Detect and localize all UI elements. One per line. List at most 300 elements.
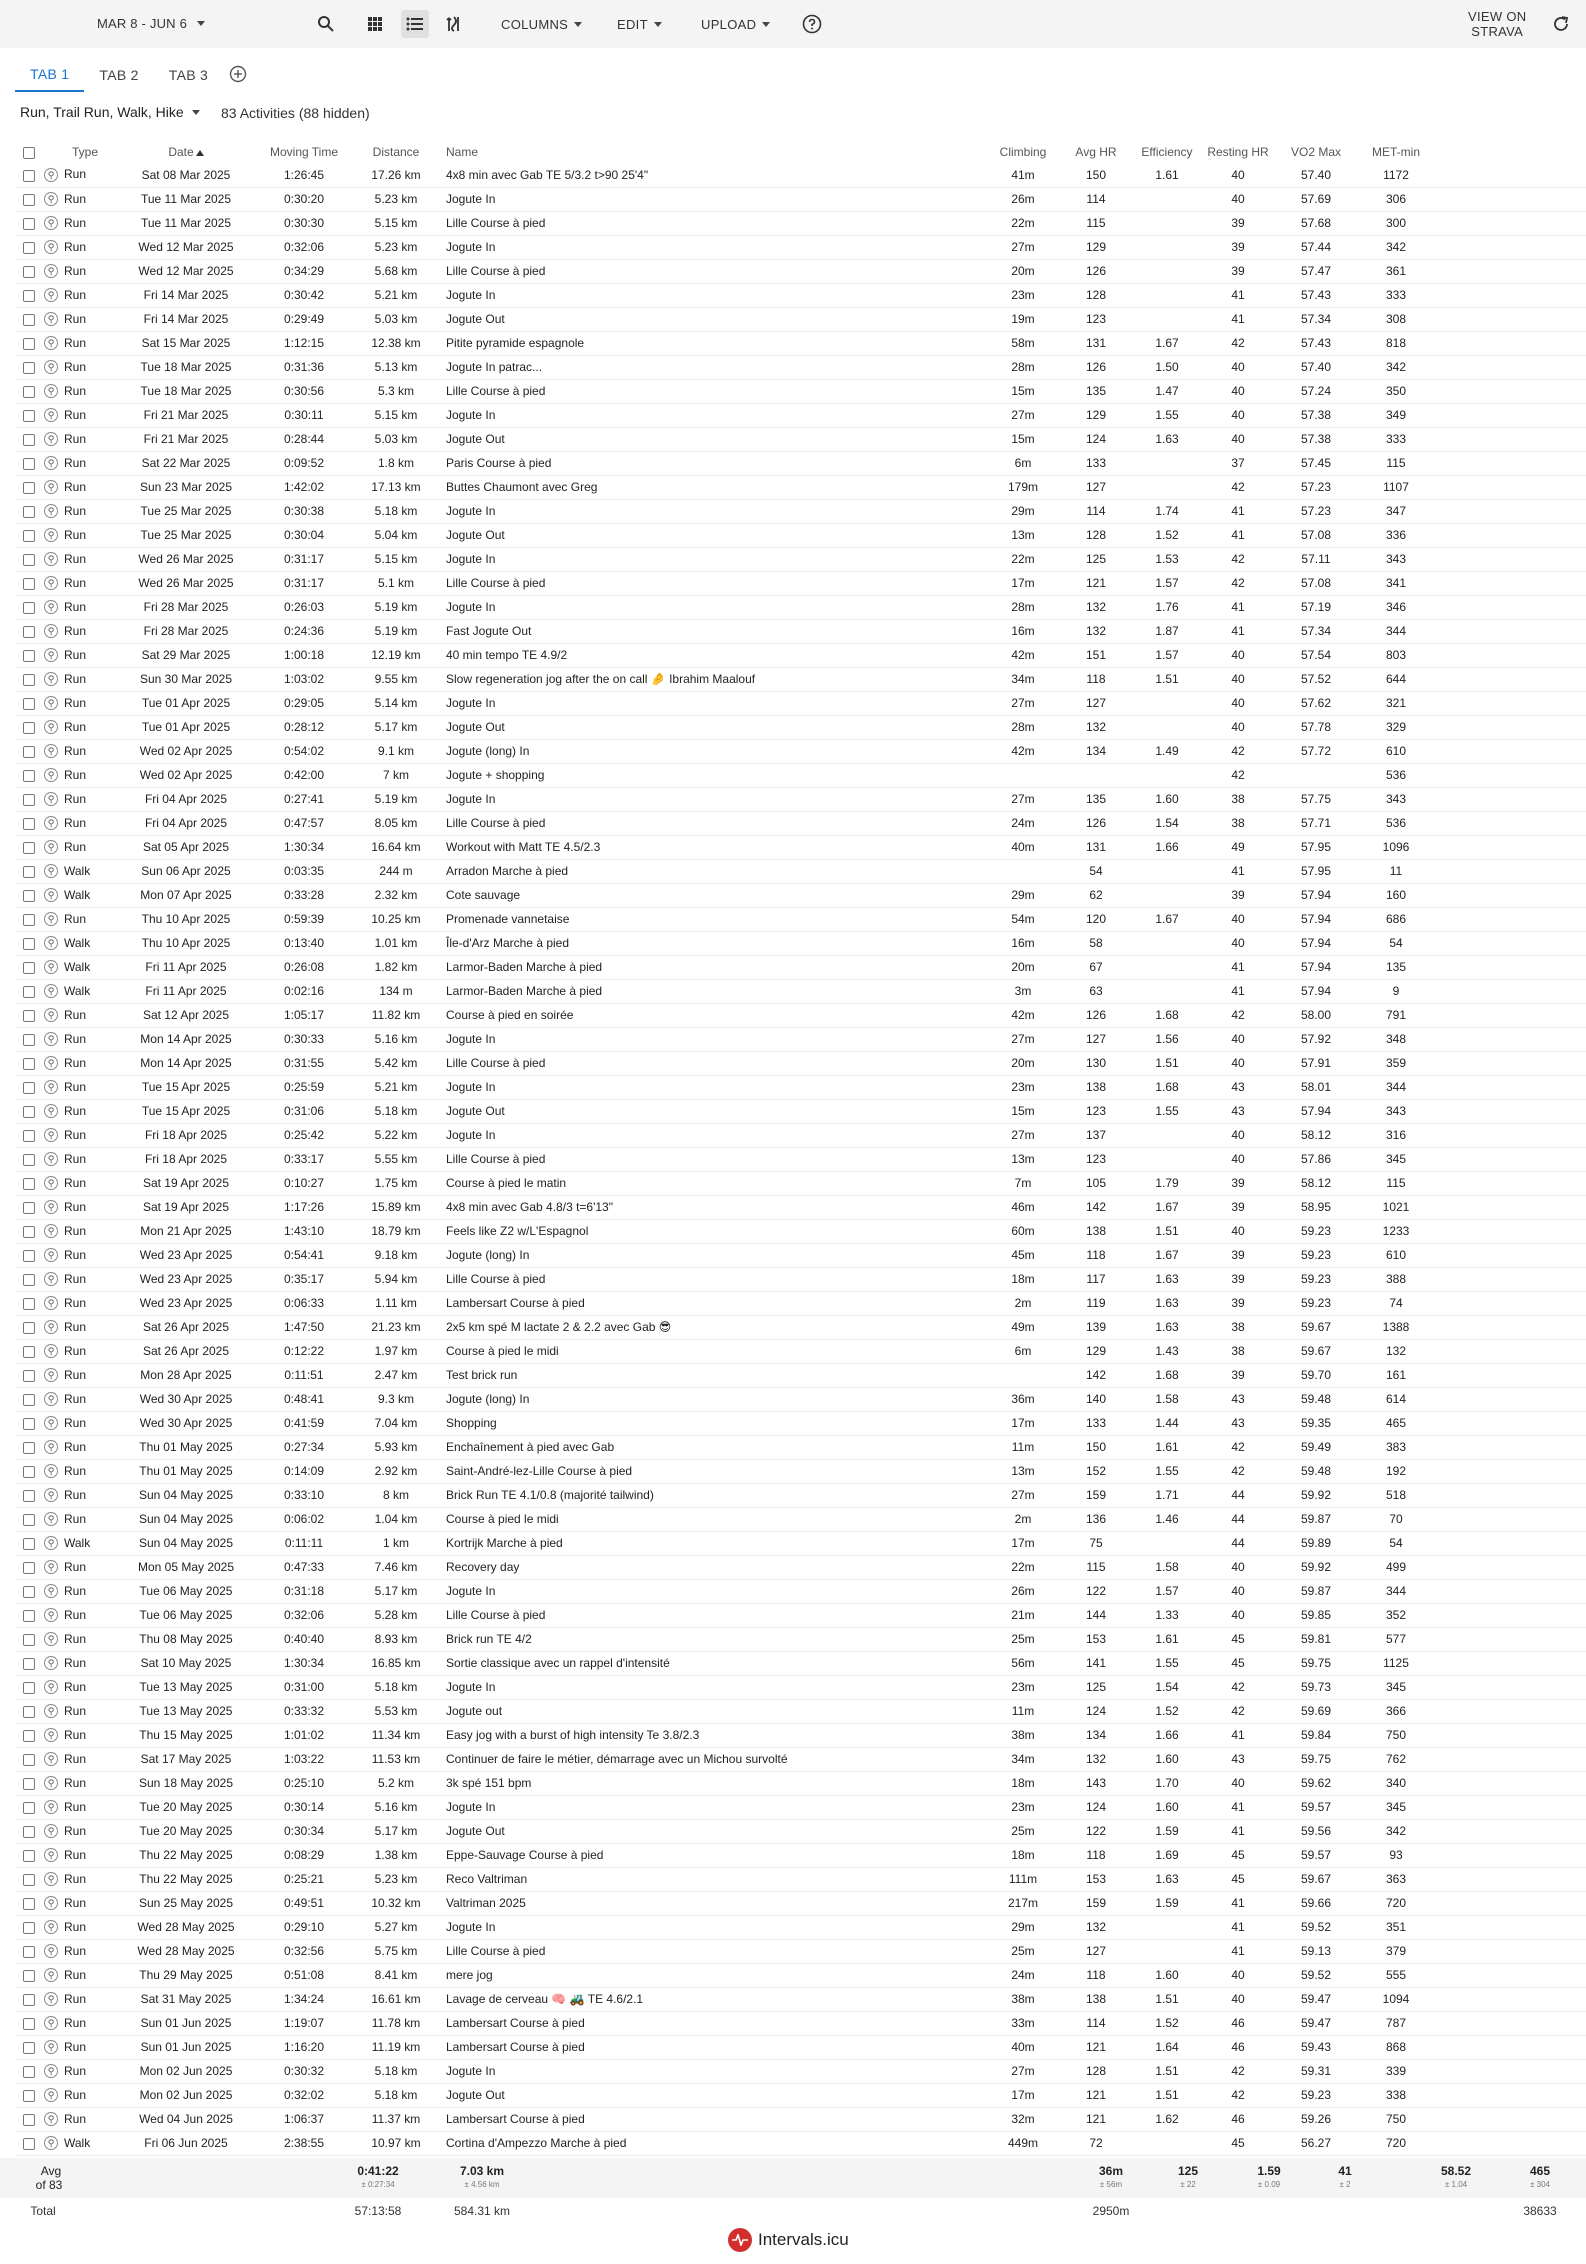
- row-checkbox[interactable]: [16, 2083, 42, 2107]
- col-header-avg-hr[interactable]: Avg HR: [1075, 145, 1117, 159]
- table-row[interactable]: [16, 283, 1586, 307]
- row-name[interactable]: Jogute Out: [446, 1819, 986, 1843]
- row-checkbox[interactable]: [16, 2059, 42, 2083]
- table-row[interactable]: [16, 979, 1586, 1003]
- row-checkbox[interactable]: [16, 547, 42, 571]
- row-name[interactable]: Jogute Out: [446, 523, 986, 547]
- row-name[interactable]: Larmor-Baden Marche à pied: [446, 955, 986, 979]
- upload-menu[interactable]: [701, 17, 770, 32]
- table-row[interactable]: [16, 1675, 1586, 1699]
- row-name[interactable]: Lambersart Course à pied: [446, 1291, 986, 1315]
- row-checkbox[interactable]: [16, 1195, 42, 1219]
- row-checkbox[interactable]: [16, 1459, 42, 1483]
- row-name[interactable]: Jogute In: [446, 1675, 986, 1699]
- table-row[interactable]: [16, 1795, 1586, 1819]
- table-row[interactable]: [16, 1099, 1586, 1123]
- row-name[interactable]: Cortina d'Ampezzo Marche à pied: [446, 2131, 986, 2155]
- row-name[interactable]: Course à pied en soirée: [446, 1003, 986, 1027]
- tab-3[interactable]: TAB 3: [168, 67, 209, 83]
- table-row[interactable]: [16, 1315, 1586, 1339]
- row-checkbox[interactable]: [16, 355, 42, 379]
- row-name[interactable]: Jogute (long) In: [446, 1243, 986, 1267]
- row-checkbox[interactable]: [16, 739, 42, 763]
- row-avg-hr: 118: [1060, 667, 1132, 691]
- table-row[interactable]: [16, 1747, 1586, 1771]
- row-name[interactable]: Jogute In: [446, 1075, 986, 1099]
- table-row[interactable]: [16, 1531, 1586, 1555]
- chart-view-icon[interactable]: [441, 10, 469, 38]
- row-checkbox[interactable]: [16, 235, 42, 259]
- row-checkbox[interactable]: [16, 1603, 42, 1627]
- row-checkbox[interactable]: [16, 1963, 42, 1987]
- table-row[interactable]: [16, 1027, 1586, 1051]
- table-row[interactable]: [16, 955, 1586, 979]
- row-checkbox[interactable]: [16, 1699, 42, 1723]
- tab-2[interactable]: TAB 2: [99, 67, 139, 83]
- table-row[interactable]: [16, 1603, 1586, 1627]
- row-checkbox[interactable]: [16, 211, 42, 235]
- row-name[interactable]: Easy jog with a burst of high intensity Te 3.8/2.3: [446, 1723, 986, 1747]
- row-name[interactable]: Lambersart Course à pied: [446, 2107, 986, 2131]
- row-name[interactable]: 4x8 min avec Gab 4.8/3 t=6'13": [446, 1195, 986, 1219]
- row-name[interactable]: Test brick run: [446, 1363, 986, 1387]
- tab-1[interactable]: TAB 1: [15, 58, 84, 92]
- row-name[interactable]: Kortrijk Marche à pied: [446, 1531, 986, 1555]
- row-checkbox[interactable]: [16, 1795, 42, 1819]
- table-row[interactable]: [16, 1171, 1586, 1195]
- row-name[interactable]: Enchaînement à pied avec Gab: [446, 1435, 986, 1459]
- table-row[interactable]: [16, 1051, 1586, 1075]
- row-checkbox[interactable]: [16, 1099, 42, 1123]
- table-row[interactable]: [16, 1339, 1586, 1363]
- row-name[interactable]: Lille Course à pied: [446, 1603, 986, 1627]
- search-icon[interactable]: [312, 10, 340, 38]
- table-row[interactable]: [16, 1843, 1586, 1867]
- row-checkbox[interactable]: [16, 1147, 42, 1171]
- row-name[interactable]: Course à pied le matin: [446, 1171, 986, 1195]
- row-checkbox[interactable]: [16, 1315, 42, 1339]
- row-checkbox[interactable]: [16, 1555, 42, 1579]
- table-row[interactable]: [16, 883, 1586, 907]
- row-checkbox[interactable]: [16, 1939, 42, 1963]
- row-name[interactable]: Reco Valtriman: [446, 1867, 986, 1891]
- row-name[interactable]: Jogute + shopping: [446, 763, 986, 787]
- row-name[interactable]: Lille Course à pied: [446, 1267, 986, 1291]
- row-name[interactable]: Paris Course à pied: [446, 451, 986, 475]
- table-row[interactable]: [16, 1555, 1586, 1579]
- row-name[interactable]: Continuer de faire le métier, démarrage avec un Michou survolté: [446, 1747, 986, 1771]
- row-checkbox[interactable]: [16, 307, 42, 331]
- row-checkbox[interactable]: [16, 499, 42, 523]
- row-checkbox[interactable]: [16, 1675, 42, 1699]
- row-checkbox[interactable]: [16, 1507, 42, 1531]
- row-name[interactable]: Jogute In patrac...: [446, 355, 986, 379]
- row-name[interactable]: Shopping: [446, 1411, 986, 1435]
- row-name[interactable]: Lille Course à pied: [446, 1147, 986, 1171]
- col-header-efficiency[interactable]: Efficiency: [1141, 145, 1193, 159]
- row-name[interactable]: Jogute In: [446, 595, 986, 619]
- row-checkbox[interactable]: [16, 835, 42, 859]
- select-all-checkbox[interactable]: [16, 141, 42, 163]
- intervals-brand[interactable]: [728, 2228, 849, 2252]
- table-row[interactable]: [16, 2059, 1586, 2083]
- row-name[interactable]: Jogute In: [446, 2059, 986, 2083]
- row-name[interactable]: Lambersart Course à pied: [446, 2035, 986, 2059]
- table-row[interactable]: [16, 571, 1586, 595]
- table-row[interactable]: [16, 331, 1586, 355]
- row-name[interactable]: Jogute In: [446, 787, 986, 811]
- row-checkbox[interactable]: [16, 715, 42, 739]
- row-name[interactable]: Promenade vannetaise: [446, 907, 986, 931]
- row-name[interactable]: Lille Course à pied: [446, 259, 986, 283]
- row-name[interactable]: Jogute In: [446, 547, 986, 571]
- col-header-date[interactable]: [118, 141, 254, 163]
- table-row[interactable]: [16, 1627, 1586, 1651]
- table-row[interactable]: [16, 547, 1586, 571]
- row-checkbox[interactable]: [16, 187, 42, 211]
- row-checkbox[interactable]: [16, 2011, 42, 2035]
- add-tab-button[interactable]: [223, 57, 253, 94]
- table-row[interactable]: [16, 163, 1586, 187]
- row-name[interactable]: Jogute (long) In: [446, 1387, 986, 1411]
- table-row[interactable]: [16, 2107, 1586, 2131]
- row-checkbox[interactable]: [16, 1627, 42, 1651]
- row-checkbox[interactable]: [16, 1915, 42, 1939]
- table-row[interactable]: [16, 667, 1586, 691]
- col-header-resting-hr[interactable]: Resting HR: [1207, 145, 1269, 159]
- row-checkbox[interactable]: [16, 1003, 42, 1027]
- table-row[interactable]: [16, 715, 1586, 739]
- table-row[interactable]: [16, 451, 1586, 475]
- row-checkbox[interactable]: [16, 811, 42, 835]
- row-checkbox[interactable]: [16, 955, 42, 979]
- row-checkbox[interactable]: [16, 1723, 42, 1747]
- grid-view-icon[interactable]: [361, 10, 389, 38]
- row-name[interactable]: Jogute Out: [446, 2083, 986, 2107]
- row-date: Wed 28 May 2025: [118, 1939, 254, 1963]
- row-name[interactable]: Lille Course à pied: [446, 1051, 986, 1075]
- row-name[interactable]: Course à pied le midi: [446, 1507, 986, 1531]
- row-name[interactable]: Jogute In: [446, 187, 986, 211]
- row-name[interactable]: 40 min tempo TE 4.9/2: [446, 643, 986, 667]
- row-checkbox[interactable]: [16, 427, 42, 451]
- row-checkbox[interactable]: [16, 643, 42, 667]
- row-checkbox[interactable]: [16, 1531, 42, 1555]
- row-name[interactable]: Lille Course à pied: [446, 379, 986, 403]
- row-efficiency: 1.67: [1132, 907, 1202, 931]
- col-header-vo2max[interactable]: VO2 Max: [1290, 145, 1341, 159]
- table-row[interactable]: [16, 1507, 1586, 1531]
- row-checkbox[interactable]: [16, 1771, 42, 1795]
- row-name[interactable]: Sortie classique avec un rappel d'intensité: [446, 1651, 986, 1675]
- row-name[interactable]: Arradon Marche à pied: [446, 859, 986, 883]
- activities-table: [16, 141, 1586, 2156]
- row-name[interactable]: Jogute In: [446, 1579, 986, 1603]
- table-row[interactable]: [16, 403, 1586, 427]
- col-header-type[interactable]: Type: [72, 145, 99, 159]
- row-checkbox[interactable]: [16, 163, 42, 187]
- row-checkbox[interactable]: [16, 763, 42, 787]
- table-row[interactable]: [16, 2131, 1586, 2155]
- row-checkbox[interactable]: [16, 283, 42, 307]
- table-row[interactable]: [16, 1915, 1586, 1939]
- row-name[interactable]: Jogute In: [446, 235, 986, 259]
- row-moving-time: 1:30:34: [254, 1651, 354, 1675]
- row-name[interactable]: Feels like Z2 w/L'Espagnol: [446, 1219, 986, 1243]
- row-name[interactable]: 4x8 min avec Gab TE 5/3.2 t>90 25'4": [446, 163, 986, 187]
- table-row[interactable]: [16, 835, 1586, 859]
- row-checkbox[interactable]: [16, 331, 42, 355]
- row-name[interactable]: Fast Jogute Out: [446, 619, 986, 643]
- table-row[interactable]: [16, 1579, 1586, 1603]
- row-checkbox[interactable]: [16, 1579, 42, 1603]
- table-row[interactable]: [16, 1867, 1586, 1891]
- row-checkbox[interactable]: [16, 571, 42, 595]
- row-name[interactable]: Jogute out: [446, 1699, 986, 1723]
- row-name[interactable]: Workout with Matt TE 4.5/2.3: [446, 835, 986, 859]
- table-row[interactable]: [16, 2083, 1586, 2107]
- row-checkbox[interactable]: [16, 619, 42, 643]
- row-name[interactable]: Jogute Out: [446, 307, 986, 331]
- table-row[interactable]: [16, 1123, 1586, 1147]
- table-row[interactable]: [16, 619, 1586, 643]
- row-checkbox[interactable]: [16, 1867, 42, 1891]
- table-row[interactable]: [16, 1939, 1586, 1963]
- row-checkbox[interactable]: [16, 667, 42, 691]
- row-name[interactable]: Lambersart Course à pied: [446, 2011, 986, 2035]
- row-name[interactable]: mere jog: [446, 1963, 986, 1987]
- table-row[interactable]: [16, 1075, 1586, 1099]
- row-checkbox[interactable]: [16, 1651, 42, 1675]
- table-row[interactable]: [16, 211, 1586, 235]
- row-vo2max: 57.34: [1274, 307, 1358, 331]
- table-row[interactable]: [16, 1195, 1586, 1219]
- table-row[interactable]: [16, 1243, 1586, 1267]
- row-checkbox[interactable]: [16, 859, 42, 883]
- row-name[interactable]: Lille Course à pied: [446, 1939, 986, 1963]
- col-header-climbing[interactable]: Climbing: [999, 145, 1047, 159]
- row-name[interactable]: Jogute In: [446, 283, 986, 307]
- table-row[interactable]: [16, 1459, 1586, 1483]
- table-row[interactable]: [16, 2035, 1586, 2059]
- row-checkbox[interactable]: [16, 691, 42, 715]
- row-checkbox[interactable]: [16, 1123, 42, 1147]
- row-checkbox[interactable]: [16, 1339, 42, 1363]
- spacer: [438, 331, 446, 355]
- table-row[interactable]: [16, 307, 1586, 331]
- row-checkbox[interactable]: [16, 1267, 42, 1291]
- table-row[interactable]: [16, 1723, 1586, 1747]
- table-row[interactable]: [16, 1987, 1586, 2011]
- edit-menu[interactable]: [617, 17, 662, 32]
- row-climbing: 22m: [986, 1555, 1060, 1579]
- table-row[interactable]: [16, 187, 1586, 211]
- row-checkbox[interactable]: [16, 403, 42, 427]
- col-header-name[interactable]: Name: [446, 145, 479, 159]
- add-circle-icon: [229, 65, 247, 83]
- row-name[interactable]: Jogute Out: [446, 1099, 986, 1123]
- row-efficiency: [1132, 211, 1202, 235]
- row-efficiency: 1.43: [1132, 1339, 1202, 1363]
- table-row[interactable]: [16, 1411, 1586, 1435]
- row-moving-time: 1:17:26: [254, 1195, 354, 1219]
- col-header-moving-time[interactable]: Moving Time: [269, 145, 339, 159]
- table-row[interactable]: [16, 811, 1586, 835]
- refresh-icon[interactable]: [1547, 10, 1575, 38]
- table-row[interactable]: [16, 523, 1586, 547]
- row-name[interactable]: Slow regeneration jog after the on call 🤌 Ibrahim Maalouf: [446, 667, 986, 691]
- row-checkbox[interactable]: [16, 931, 42, 955]
- row-checkbox[interactable]: [16, 451, 42, 475]
- row-name[interactable]: 2x5 km spé M lactate 2 & 2.2 avec Gab 😎: [446, 1315, 986, 1339]
- table-row[interactable]: [16, 1291, 1586, 1315]
- table-row[interactable]: [16, 259, 1586, 283]
- table-row[interactable]: [16, 1219, 1586, 1243]
- date-range-selector[interactable]: [97, 16, 205, 31]
- table-row[interactable]: [16, 931, 1586, 955]
- row-name[interactable]: Saint-André-lez-Lille Course à pied: [446, 1459, 986, 1483]
- row-name[interactable]: 3k spé 151 bpm: [446, 1771, 986, 1795]
- table-row[interactable]: [16, 1891, 1586, 1915]
- row-checkbox[interactable]: [16, 1747, 42, 1771]
- columns-menu[interactable]: [501, 17, 582, 32]
- row-name[interactable]: Buttes Chaumont avec Greg: [446, 475, 986, 499]
- row-checkbox[interactable]: [16, 1075, 42, 1099]
- walk-icon: ⚲: [44, 888, 58, 902]
- row-name[interactable]: Jogute In: [446, 1123, 986, 1147]
- row-name[interactable]: Jogute In: [446, 499, 986, 523]
- table-row[interactable]: [16, 1387, 1586, 1411]
- table-row[interactable]: [16, 1483, 1586, 1507]
- row-checkbox[interactable]: [16, 1819, 42, 1843]
- row-checkbox[interactable]: [16, 979, 42, 1003]
- row-checkbox[interactable]: [16, 1051, 42, 1075]
- row-climbing: 45m: [986, 1243, 1060, 1267]
- row-checkbox[interactable]: [16, 595, 42, 619]
- table-row[interactable]: [16, 235, 1586, 259]
- row-checkbox[interactable]: [16, 2107, 42, 2131]
- row-type: [42, 1819, 118, 1843]
- row-name[interactable]: Brick Run TE 4.1/0.8 (majorité tailwind): [446, 1483, 986, 1507]
- row-met-min: 818: [1358, 331, 1434, 355]
- row-checkbox[interactable]: [16, 1891, 42, 1915]
- row-checkbox[interactable]: [16, 1243, 42, 1267]
- row-checkbox[interactable]: [16, 1411, 42, 1435]
- row-name[interactable]: Lille Course à pied: [446, 811, 986, 835]
- row-name[interactable]: Lille Course à pied: [446, 211, 986, 235]
- row-name[interactable]: Jogute Out: [446, 715, 986, 739]
- row-resting-hr: 42: [1202, 2083, 1274, 2107]
- table-row[interactable]: [16, 355, 1586, 379]
- row-name[interactable]: Lille Course à pied: [446, 571, 986, 595]
- table-row[interactable]: [16, 427, 1586, 451]
- col-header-met-min[interactable]: MET-min: [1372, 145, 1420, 159]
- table-row[interactable]: [16, 1435, 1586, 1459]
- table-row[interactable]: [16, 691, 1586, 715]
- row-checkbox[interactable]: [16, 1987, 42, 2011]
- table-row[interactable]: [16, 1819, 1586, 1843]
- row-checkbox[interactable]: [16, 787, 42, 811]
- activity-type-filter[interactable]: [20, 104, 200, 120]
- row-name[interactable]: Course à pied le midi: [446, 1339, 986, 1363]
- table-row[interactable]: [16, 475, 1586, 499]
- col-header-distance[interactable]: Distance: [372, 145, 420, 159]
- row-name[interactable]: Eppe-Sauvage Course à pied: [446, 1843, 986, 1867]
- table-row[interactable]: [16, 1003, 1586, 1027]
- row-checkbox[interactable]: [16, 1387, 42, 1411]
- table-row[interactable]: [16, 2011, 1586, 2035]
- table-row[interactable]: [16, 739, 1586, 763]
- row-checkbox[interactable]: [16, 1843, 42, 1867]
- table-row[interactable]: [16, 763, 1586, 787]
- view-on-strava-button[interactable]: [1468, 9, 1526, 39]
- table-row[interactable]: [16, 1699, 1586, 1723]
- row-name[interactable]: Jogute Out: [446, 427, 986, 451]
- row-checkbox[interactable]: [16, 475, 42, 499]
- row-name[interactable]: Jogute In: [446, 1795, 986, 1819]
- row-name[interactable]: Brick run TE 4/2: [446, 1627, 986, 1651]
- table-row[interactable]: [16, 499, 1586, 523]
- row-name[interactable]: Larmor-Baden Marche à pied: [446, 979, 986, 1003]
- row-date: Wed 30 Apr 2025: [118, 1411, 254, 1435]
- row-checkbox[interactable]: [16, 1483, 42, 1507]
- table-row[interactable]: [16, 379, 1586, 403]
- row-name[interactable]: Jogute In: [446, 1915, 986, 1939]
- row-checkbox[interactable]: [16, 1435, 42, 1459]
- table-row[interactable]: [16, 859, 1586, 883]
- table-row[interactable]: [16, 1363, 1586, 1387]
- row-checkbox[interactable]: [16, 1291, 42, 1315]
- table-row[interactable]: [16, 1651, 1586, 1675]
- row-name[interactable]: Valtriman 2025: [446, 1891, 986, 1915]
- row-name[interactable]: Lavage de cerveau 🧠 🚜 TE 4.6/2.1: [446, 1987, 986, 2011]
- row-checkbox[interactable]: [16, 259, 42, 283]
- row-checkbox[interactable]: [16, 1027, 42, 1051]
- run-icon: ⚲: [44, 1992, 58, 2006]
- row-name[interactable]: Pitite pyramide espagnole: [446, 331, 986, 355]
- row-checkbox[interactable]: [16, 379, 42, 403]
- row-checkbox[interactable]: [16, 1219, 42, 1243]
- row-checkbox[interactable]: [16, 523, 42, 547]
- table-row[interactable]: [16, 907, 1586, 931]
- row-name[interactable]: Recovery day: [446, 1555, 986, 1579]
- table-row[interactable]: [16, 595, 1586, 619]
- row-checkbox[interactable]: [16, 1363, 42, 1387]
- row-resting-hr: 37: [1202, 451, 1274, 475]
- table-row[interactable]: [16, 1771, 1586, 1795]
- table-row[interactable]: [16, 1147, 1586, 1171]
- row-checkbox[interactable]: [16, 2131, 42, 2155]
- row-name[interactable]: Jogute (long) In: [446, 739, 986, 763]
- row-name[interactable]: Jogute In: [446, 1027, 986, 1051]
- row-efficiency: [1132, 1915, 1202, 1939]
- row-name[interactable]: Jogute In: [446, 691, 986, 715]
- help-icon[interactable]: [798, 10, 826, 38]
- row-name[interactable]: Cote sauvage: [446, 883, 986, 907]
- list-view-icon[interactable]: [401, 10, 429, 38]
- row-checkbox[interactable]: [16, 907, 42, 931]
- table-row[interactable]: [16, 1267, 1586, 1291]
- row-name[interactable]: Île-d'Arz Marche à pied: [446, 931, 986, 955]
- row-avg-hr: 119: [1060, 1291, 1132, 1315]
- table-row[interactable]: [16, 1963, 1586, 1987]
- row-checkbox[interactable]: [16, 2035, 42, 2059]
- row-checkbox[interactable]: [16, 883, 42, 907]
- row-checkbox[interactable]: [16, 1171, 42, 1195]
- table-row[interactable]: [16, 787, 1586, 811]
- row-name[interactable]: Jogute In: [446, 403, 986, 427]
- table-row[interactable]: [16, 643, 1586, 667]
